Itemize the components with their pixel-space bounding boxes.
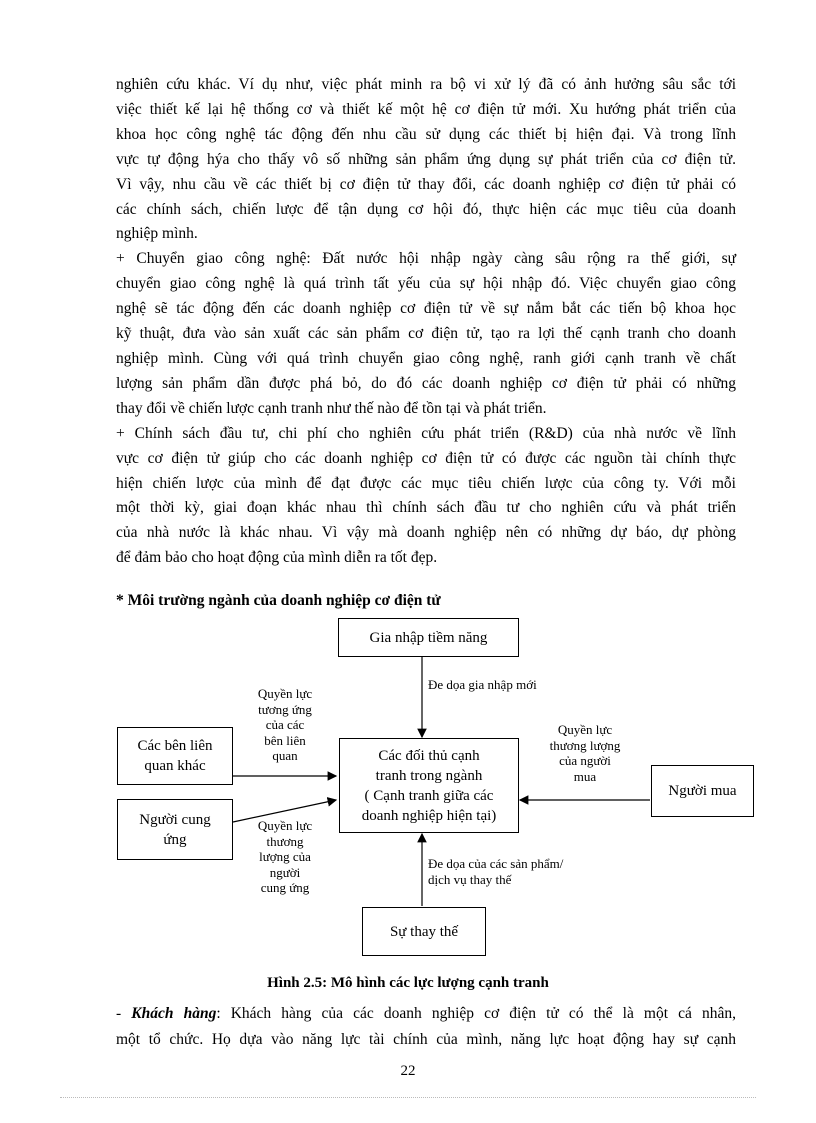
label-threat-substitutes bbox=[428, 856, 563, 887]
substitutes-label: Sự thay thế bbox=[389, 923, 459, 940]
lsp-line-4: người bbox=[269, 864, 301, 880]
box-suppliers bbox=[117, 799, 233, 860]
body-line: nghệ sẽ tác động đến các doanh nghiệp cơ điện tử về sự nắm bắt các tiến bộ khoa học bbox=[116, 300, 736, 318]
stakeholders-line-1: Các bên liên bbox=[137, 738, 213, 754]
body-line: nghiệp mình. bbox=[116, 225, 198, 243]
buyers-label: Người mua bbox=[668, 783, 737, 799]
lts-line-1: Đe dọa của các sản phẩm/ bbox=[428, 856, 564, 871]
body-line: nghiên cứu khác. Ví dụ như, việc phát minh ra bộ vi xử lý đã có ảnh hưởng sâu sắc tới bbox=[116, 76, 736, 93]
body-line: để đảm bảo cho hoạt động của mình diễn ra tốt đẹp. bbox=[116, 549, 438, 567]
body-line: của nhà nước là khác nhau. Vì vậy mà doanh nghiệp nên có những dự báo, dự phòng bbox=[116, 524, 736, 542]
lsp-line-2: thương bbox=[266, 833, 304, 849]
body-line: khoa học công nghệ tác động đến nhu cầu sử dụng các thiết bị hiện đại. Và trong lĩnh bbox=[116, 125, 736, 143]
label-threat-entrants: Đe dọa gia nhập mới bbox=[428, 677, 537, 692]
lsp-line-5: cung ứng bbox=[260, 880, 310, 895]
customer-line-1-rest: : Khách hàng của các doanh nghiệp cơ điện tử có thể là một cá nhân, bbox=[216, 1005, 737, 1022]
suppliers-line-1: Người cung bbox=[139, 811, 211, 828]
footer-divider bbox=[60, 1097, 756, 1098]
box-potential-entrants bbox=[338, 618, 519, 657]
ltp-line-2: tương ứng bbox=[258, 701, 312, 717]
box-potential-entrants-label: Gia nhập tiềm năng bbox=[369, 629, 488, 646]
section-heading: * Môi trường ngành của doanh nghiệp cơ điện tử bbox=[116, 592, 441, 609]
lsp-line-3: lượng của bbox=[259, 849, 311, 864]
customer-paragraph bbox=[116, 1001, 736, 1053]
body-line: chuyển giao công nghệ là quá trình tất yếu của sự hội nhập đó. Việc chuyển giao công bbox=[116, 275, 736, 293]
body-line: thay đổi về chiến lược cạnh tranh như thế nào để tồn tại và phát triển. bbox=[116, 399, 547, 417]
center-line-2: tranh trong ngành bbox=[375, 767, 483, 784]
body-line: việc thiết kế lại hệ thống cơ và thiết kế một hệ cơ điện tử mới. Xu hướng phát triển của bbox=[116, 100, 736, 118]
center-line-3: ( Cạnh tranh giữa các bbox=[364, 787, 494, 804]
figure-caption: Hình 2.5: Mô hình các lực lượng cạnh tranh bbox=[267, 975, 549, 991]
box-industry-competitors bbox=[339, 738, 519, 833]
stakeholders-line-2: quan khác bbox=[144, 758, 206, 774]
box-buyers bbox=[651, 765, 754, 817]
ltp-line-4: bên liên bbox=[264, 732, 306, 748]
body-line: + Chuyển giao công nghệ: Đất nước hội nhập ngày càng sâu rộng ra thế giới, sự bbox=[116, 250, 736, 268]
body-line: các chính sách, chiến lược để tận dụng cơ hội đó, thực hiện các mục tiêu của doanh bbox=[116, 200, 736, 218]
lbp-line-4: mua bbox=[573, 768, 597, 784]
lbp-line-2: thương lượng bbox=[549, 737, 621, 753]
page-number: 22 bbox=[400, 1063, 416, 1079]
customer-line-1 bbox=[116, 1001, 736, 1027]
body-line: nghiệp mình. Cùng với quá trình chuyển giao công nghệ, ranh giới cạnh tranh về chất bbox=[116, 349, 736, 367]
lbp-line-3: của người bbox=[559, 753, 611, 768]
suppliers-line-2: ứng bbox=[163, 831, 187, 848]
label-buyer-power bbox=[535, 722, 635, 784]
body-line: + Chính sách đầu tư, chi phí cho nghiên cứu phát triển (R&D) của nhà nước về lĩnh bbox=[116, 424, 736, 442]
body-line: hiện chiến lược của mình để đạt được các mục tiêu chiến lược của công ty. Với mỗi bbox=[116, 474, 736, 492]
body-line: một thời kỳ, giai đoạn khác nhau thì chính sách đầu tư cho nghiên cứu và phát triển bbox=[116, 499, 736, 517]
body-line: Vì vậy, nhu cầu về các thiết bị cơ điện tử thay đổi, các doanh nghiệp cơ điện tử phải có bbox=[116, 175, 736, 193]
customer-term: Khách hàng bbox=[131, 1005, 217, 1022]
body-line: vực tự động hýa cho thấy vô số những sản phẩm ứng dụng sự phát triển của cơ điện tử. bbox=[116, 150, 736, 168]
label-stakeholder-power bbox=[240, 686, 330, 764]
center-line-4: doanh nghiệp hiện tại) bbox=[361, 807, 497, 824]
lbp-line-1: Quyền lực bbox=[557, 722, 613, 737]
body-line: vực cơ điện tử giúp cho các doanh nghiệp cơ điện tử có được các nguồn tài chính thực bbox=[116, 449, 736, 467]
lsp-line-1: Quyền lực bbox=[257, 818, 313, 833]
body-line: kỹ thuật, đưa vào sản xuất các sản phẩm cơ điện tử, tạo ra lợi thế cạnh tranh cho doanh bbox=[116, 325, 736, 343]
center-line-1: Các đối thủ cạnh bbox=[378, 747, 480, 764]
body-line: lượng sản phẩm dần được phá bỏ, do đó các doanh nghiệp cơ điện tử phải có những bbox=[116, 374, 736, 392]
ltp-line-5: quan bbox=[272, 748, 298, 763]
customer-line-2: một tổ chức. Họ dựa vào năng lực tài chính của mình, năng lực hoạt động hay sự cạnh bbox=[116, 1031, 736, 1048]
ltp-line-3: của các bbox=[265, 717, 305, 732]
box-substitutes bbox=[362, 907, 486, 956]
lts-line-2: dịch vụ thay thế bbox=[428, 871, 512, 887]
ltp-line-1: Quyền lực bbox=[257, 686, 313, 701]
label-supplier-power bbox=[240, 818, 330, 896]
customer-prefix: - bbox=[116, 1005, 132, 1022]
box-other-stakeholders bbox=[117, 727, 233, 785]
